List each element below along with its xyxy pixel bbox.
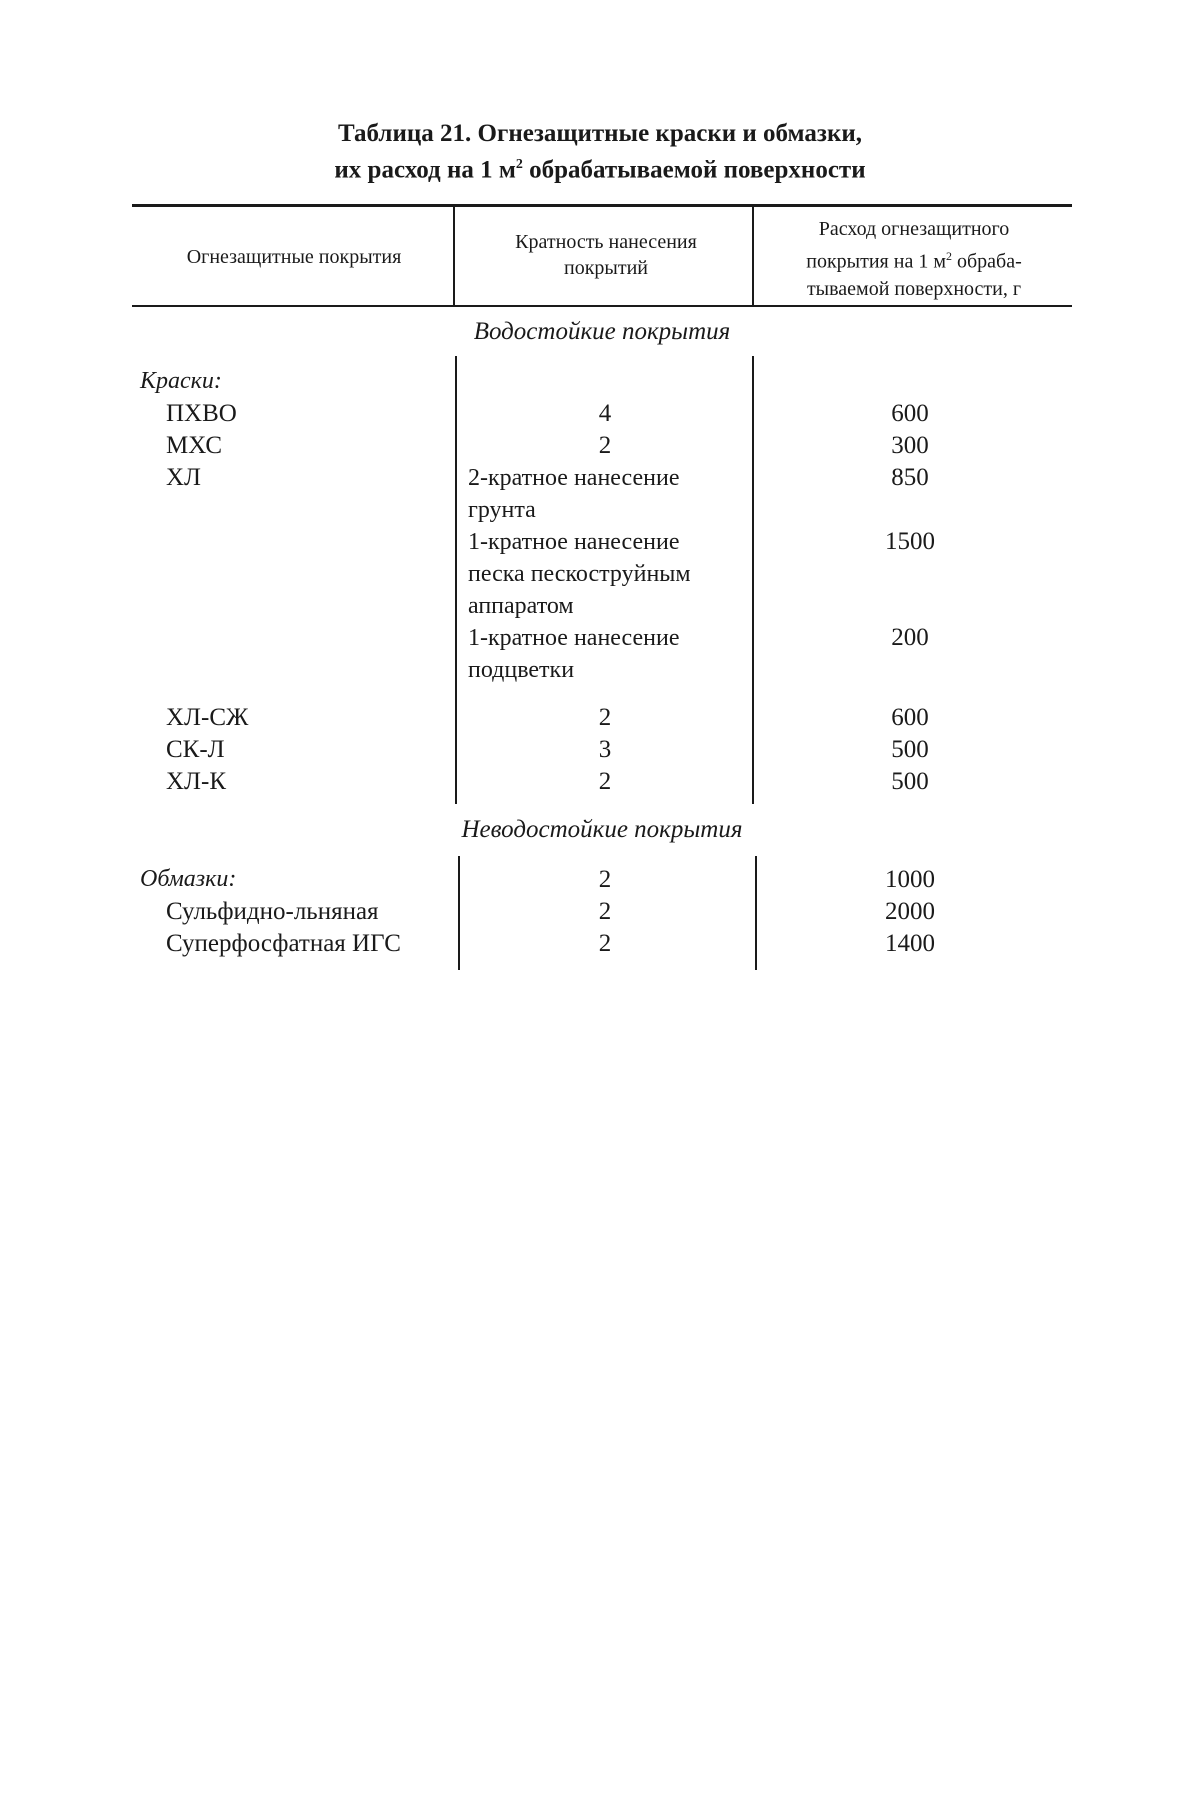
title-line-1: Таблица 21. Огнезащитные краски и обмазки, <box>338 120 862 147</box>
row-name: Сульфидно-льняная <box>166 898 379 925</box>
header-consumption-line-2 <box>758 243 1070 276</box>
row-name: СК-Л <box>166 736 225 763</box>
row-name: ПХВО <box>166 400 237 427</box>
header-consumption-line-1: Расход огнезащитного <box>818 218 1010 240</box>
row-consumption: 200 <box>891 624 929 651</box>
multiplicity-line: песка пескоструйным <box>468 561 691 587</box>
row-multiplicity-text <box>468 526 758 622</box>
row-multiplicity: 2 <box>598 768 612 795</box>
row-consumption: 1400 <box>885 930 935 957</box>
row-consumption: 500 <box>891 768 929 795</box>
row-name: ХЛ <box>166 464 202 491</box>
multiplicity-line: аппаратом <box>468 593 574 619</box>
body-divider-1a <box>455 356 457 804</box>
row-name: ХЛ-К <box>166 768 227 795</box>
section-non-waterproof: Неводостойкие покрытия <box>461 816 743 843</box>
row-name: МХС <box>166 432 223 459</box>
multiplicity-line: 2-кратное нанесение <box>468 465 680 491</box>
title-line-2-suffix: обрабатываемой поверхности <box>522 156 866 184</box>
header-superscript: 2 <box>945 249 952 263</box>
row-multiplicity: 2 <box>598 930 612 957</box>
row-name: Суперфосфатная ИГС <box>166 930 401 957</box>
row-multiplicity-text <box>468 462 758 526</box>
row-multiplicity: 2 <box>598 704 612 731</box>
multiplicity-line: грунта <box>468 497 536 523</box>
header-divider-1 <box>453 207 455 305</box>
multiplicity-line: подцветки <box>468 657 575 683</box>
header-consumption-line-3: тываемой поверхности, г <box>806 277 1022 300</box>
row-multiplicity-text <box>468 622 758 686</box>
body-divider-2b <box>755 856 757 970</box>
group-coatings: Обмазки: <box>140 866 237 892</box>
header-multiplicity-line-2: покрытий <box>563 257 648 279</box>
section-waterproof: Водостойкие покрытия <box>473 318 731 345</box>
header-coatings: Огнезащитные покрытия <box>186 246 402 268</box>
row-consumption: 850 <box>891 464 929 491</box>
header-consumption-line-2-prefix: покрытия на 1 м <box>806 250 946 273</box>
title-superscript: 2 <box>515 157 523 172</box>
row-multiplicity: 2 <box>598 432 612 459</box>
row-consumption: 300 <box>891 432 929 459</box>
row-consumption: 600 <box>891 400 929 427</box>
multiplicity-line: 1-кратное нанесение <box>468 529 680 555</box>
table-title <box>130 118 1070 185</box>
title-line-2-prefix: их расход на 1 м <box>334 156 516 184</box>
row-consumption: 600 <box>891 704 929 731</box>
row-consumption: 1000 <box>885 866 935 893</box>
header-consumption-line-2-suffix: обраба- <box>951 250 1022 273</box>
row-multiplicity: 4 <box>598 400 612 427</box>
row-multiplicity: 2 <box>598 866 612 893</box>
table-header-rule <box>132 305 1072 307</box>
title-line-2 <box>130 149 1070 185</box>
row-name: ХЛ-СЖ <box>166 704 249 731</box>
header-multiplicity-line-1: Кратность нанесения <box>515 231 697 253</box>
row-consumption: 2000 <box>885 898 935 925</box>
row-consumption: 1500 <box>885 528 935 555</box>
row-multiplicity: 2 <box>598 898 612 925</box>
multiplicity-line: 1-кратное нанесение <box>468 625 680 651</box>
row-consumption: 500 <box>891 736 929 763</box>
table-top-rule <box>132 204 1072 207</box>
group-paints: Краски: <box>140 368 222 394</box>
header-multiplicity <box>458 229 754 281</box>
row-multiplicity: 3 <box>598 736 612 763</box>
header-consumption <box>758 216 1070 303</box>
